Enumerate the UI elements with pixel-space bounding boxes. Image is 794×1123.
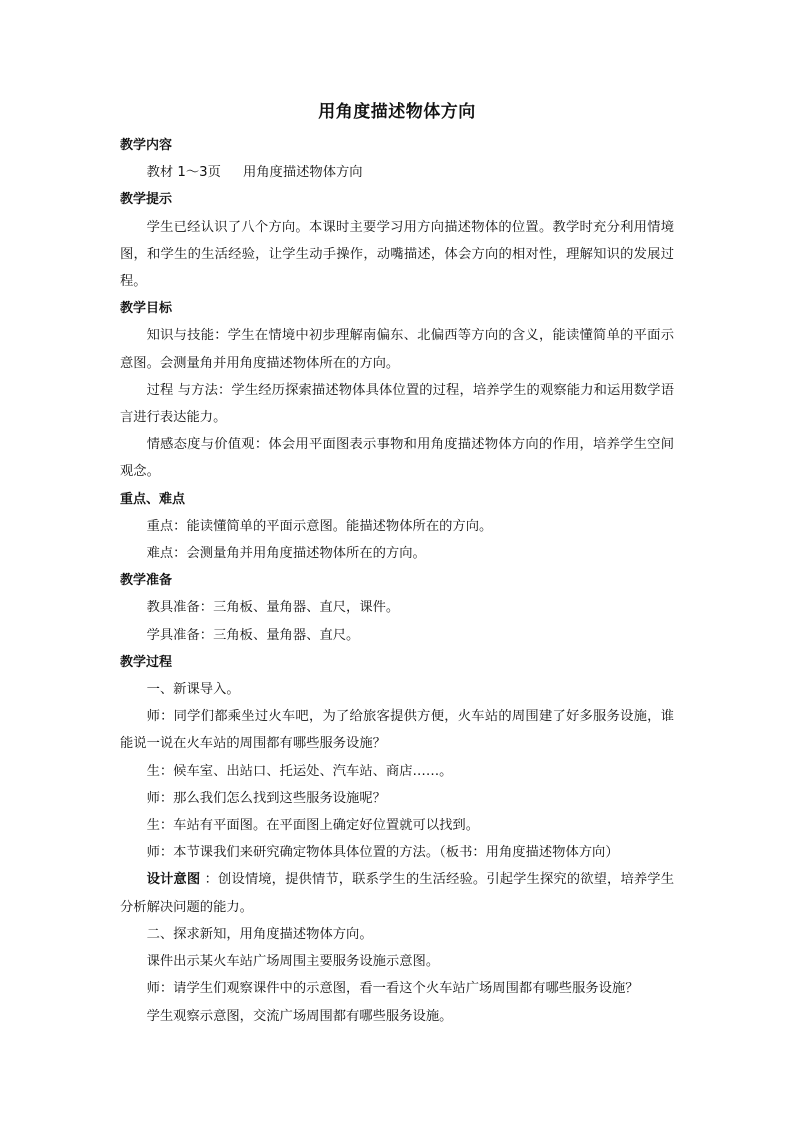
heading-goals: 教学目标 <box>120 301 173 317</box>
process-paragraph-1: 一、新课导入。 <box>146 682 240 698</box>
process-paragraph-9: 课件出示某火车站广场周围主要服务设施示意图。 <box>146 954 440 970</box>
design-intent-label: 设计意图 <box>146 872 201 888</box>
process-paragraph-3: 生：候车室、出站口、托运处、汽车站、商店……。 <box>146 763 453 779</box>
content-pages: 教材 1～3页 <box>146 165 221 181</box>
document-title: 用角度描述物体方向 <box>318 102 476 122</box>
heading-prep: 教学准备 <box>120 573 173 589</box>
heading-content: 教学内容 <box>120 138 173 153</box>
process-paragraph-7 <box>120 866 674 920</box>
document-body <box>120 132 674 1030</box>
prep-paragraph-2: 学具准备：三角板、量角器、直尺。 <box>146 627 360 643</box>
heading-hint: 教学提示 <box>120 192 173 208</box>
process-paragraph-4: 师：那么我们怎么找到这些服务设施呢？ <box>146 790 386 806</box>
content-line <box>120 159 674 186</box>
key-paragraph-1: 重点：能读懂简单的平面示意图。能描述物体所在的方向。 <box>146 518 493 534</box>
hint-paragraph: 学生已经认识了八个方向。本课时主要学习用方向描述物体的位置。教学时充分利用情境图，和学生的生活经验，让学生动手操作，动嘴描述，体会方向的相对性，理解知识的发展过程。 <box>120 219 674 290</box>
process-paragraph-10: 师：请学生们观察课件中的示意图，看一看这个火车站广场周围都有哪些服务设施？ <box>146 981 639 997</box>
prep-paragraph-1: 教具准备：三角板、量角器、直尺，课件。 <box>146 600 400 616</box>
heading-process: 教学过程 <box>120 654 173 670</box>
process-paragraph-5: 生：车站有平面图。在平面图上确定好位置就可以找到。 <box>146 818 480 834</box>
heading-key: 重点、难点 <box>120 491 186 507</box>
goals-paragraph-3: 情感态度与价值观：体会用平面图表示事物和用角度描述物体方向的作用，培养学生空间观念。 <box>120 437 674 480</box>
process-paragraph-6: 师：本节课我们来研究确定物体具体位置的方法。（板书：用角度描述物体方向） <box>146 845 619 861</box>
goals-paragraph-2: 过程 与方法：学生经历探索描述物体具体位置的过程，培养学生的观察能力和运用数学语言进行表达能力。 <box>120 382 674 426</box>
process-paragraph-2: 师：同学们都乘坐过火车吧，为了给旅客提供方便，火车站的周围建了好多服务设施，谁能说一说在火车站的周围都有哪些服务设施？ <box>120 709 674 752</box>
content-topic: 用角度描述物体方向 <box>242 165 363 181</box>
design-intent-text: ：创设情境，提供情节，联系学生的生活经验。引起学生探究的欲望，培养学生分析解决问题的能力。 <box>120 872 675 915</box>
goals-paragraph-1: 知识与技能：学生在情境中初步理解南偏东、北偏西等方向的含义，能读懂简单的平面示意图。会测量角并用角度描述物体所在的方向。 <box>120 328 674 371</box>
process-paragraph-11: 学生观察示意图，交流广场周围都有哪些服务设施。 <box>146 1008 453 1024</box>
process-paragraph-8: 二、探求新知，用角度描述物体方向。 <box>146 926 373 942</box>
key-paragraph-2: 难点：会测量角并用角度描述物体所在的方向。 <box>146 546 426 562</box>
